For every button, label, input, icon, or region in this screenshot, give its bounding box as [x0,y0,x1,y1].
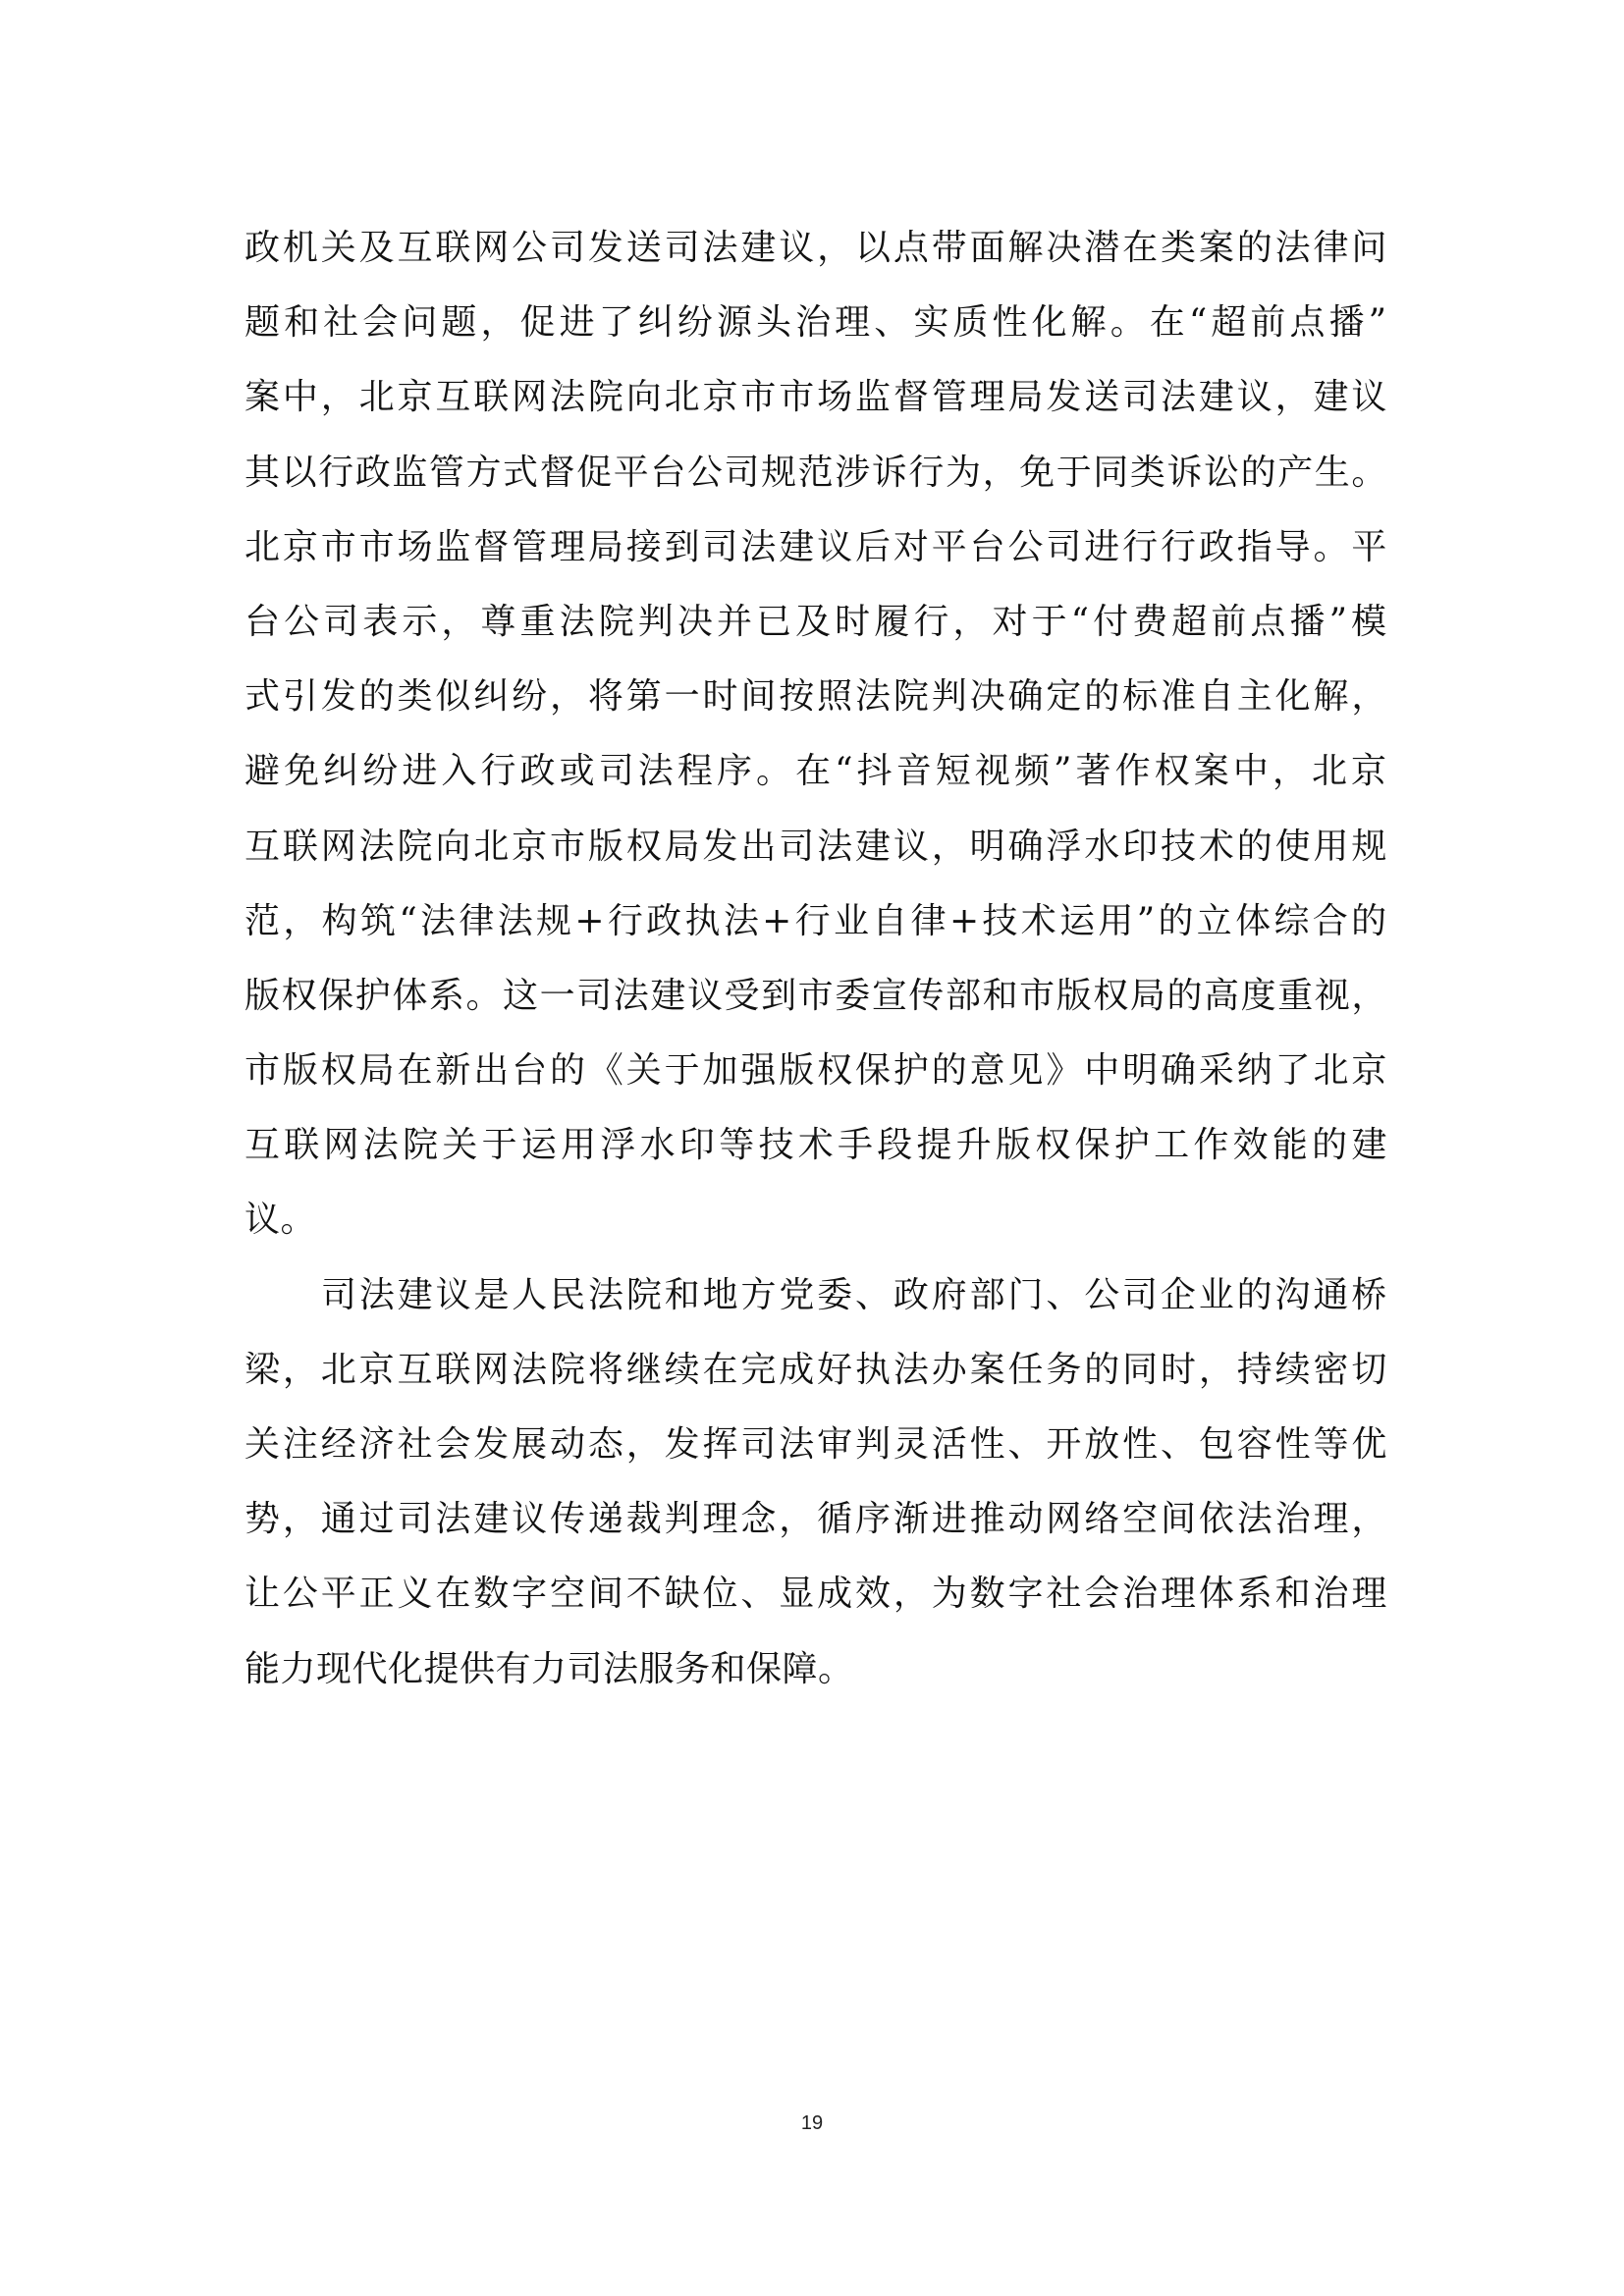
text-line-indented: 司 法 建 议 是 人 民 法 院 和 地 方 党 委 、 政 府 部 门 、 公 司 企 业 的 沟 通 桥 [321,1274,1387,1315]
text-line: 题 和 社 会 问 题 ， 促 进 了 纠 纷 源 头 治 理 、 实 质 性 化 解 。 在 “ 超 前 点 播 ” [244,302,1387,344]
text-line: 北 京 市 市 场 监 督 管 理 局 接 到 司 法 建 议 后 对 平 台 公 司 进 行 行 政 指 导 。 平 [244,526,1387,567]
text-line: 台 公 司 表 示 ， 尊 重 法 院 判 决 并 已 及 时 履 行 ， 对 于 “ 付 费 超 前 点 播 ” 模 [244,601,1387,642]
text-line: 范 ， 构 筑 “ 法 律 法 规 + 行 政 执 法 + 行 业 自 律 + 技 术 运 用 ” 的 立 体 综 合 的 [244,900,1387,941]
text-line: 互 联 网 法 院 关 于 运 用 浮 水 印 等 技 术 手 段 提 升 版 权 保 护 工 作 效 能 的 建 [244,1125,1387,1166]
text-line-last: 能力现代化提供有力司法服务和保障。 [244,1648,854,1689]
text-line: 式 引 发 的 类 似 纠 纷 ， 将 第 一 时 间 按 照 法 院 判 决 确 定 的 标 准 自 主 化 解 ， [244,676,1387,718]
text-line: 政 机 关 及 互 联 网 公 司 发 送 司 法 建 议 ， 以 点 带 面 解 决 潜 在 类 案 的 法 律 问 [244,228,1387,268]
text-line: 市 版 权 局 在 新 出 台 的 《 关 于 加 强 版 权 保 护 的 意 见 》 中 明 确 采 纳 了 北 京 [244,1050,1387,1092]
text-line: 其 以 行 政 监 管 方 式 督 促 平 台 公 司 规 范 涉 诉 行 为 ， 免 于 同 类 诉 讼 的 产 生 。 [244,452,1387,493]
text-line: 避 免 纠 纷 进 入 行 政 或 司 法 程 序 。 在 “ 抖 音 短 视 频 ” 著 作 权 案 中 ， 北 京 [244,751,1387,792]
text-line: 版 权 保 护 体 系 。 这 一 司 法 建 议 受 到 市 委 宣 传 部 和 市 版 权 局 的 高 度 重 视 ， [244,975,1387,1016]
page-number: 19 [800,2112,824,2134]
body-text [244,211,1387,1707]
paragraph-2 [244,1258,1387,1707]
text-line: 势 ， 通 过 司 法 建 议 传 递 裁 判 理 念 ， 循 序 渐 进 推 动 网 络 空 间 依 法 治 理 ， [244,1499,1387,1540]
text-line: 梁 ， 北 京 互 联 网 法 院 将 继 续 在 完 成 好 执 法 办 案 任 务 的 同 时 ， 持 续 密 切 [244,1349,1387,1390]
text-line: 案 中 ， 北 京 互 联 网 法 院 向 北 京 市 市 场 监 督 管 理 局 发 送 司 法 建 议 ， 建 议 [244,377,1387,418]
text-line-last: 议。 [244,1200,317,1241]
text-line: 让 公 平 正 义 在 数 字 空 间 不 缺 位 、 显 成 效 ， 为 数 字 社 会 治 理 体 系 和 治 理 [244,1574,1387,1615]
text-line: 互 联 网 法 院 向 北 京 市 版 权 局 发 出 司 法 建 议 ， 明 确 浮 水 印 技 术 的 使 用 规 [244,826,1387,867]
paragraph-1 [244,211,1387,1258]
text-line: 关 注 经 济 社 会 发 展 动 态 ， 发 挥 司 法 审 判 灵 活 性 、 开 放 性 、 包 容 性 等 优 [244,1424,1387,1465]
